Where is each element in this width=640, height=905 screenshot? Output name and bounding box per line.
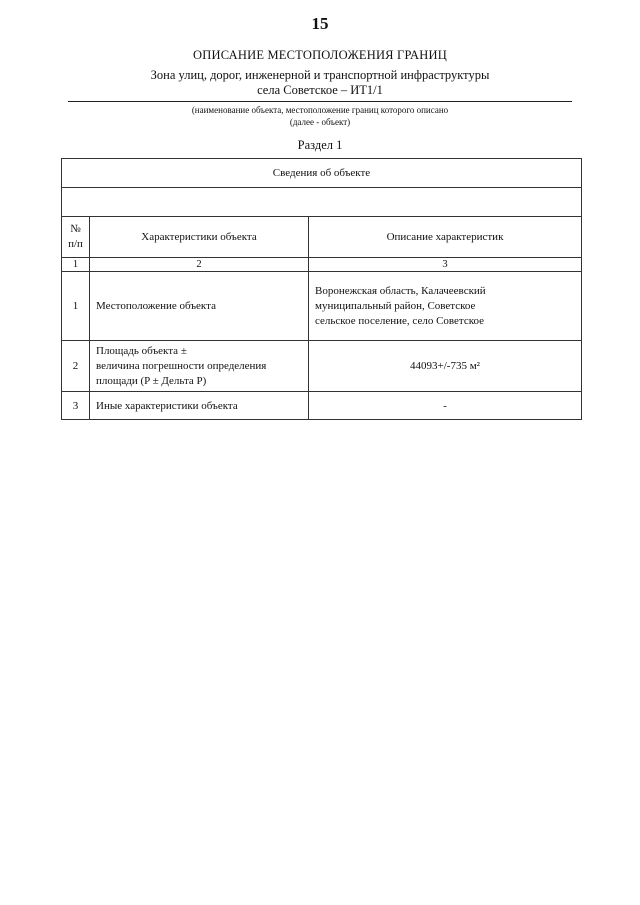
table-empty-row bbox=[62, 188, 582, 217]
column-number-2: 2 bbox=[90, 258, 309, 272]
row-characteristic: Иные характеристики объекта bbox=[90, 392, 309, 420]
object-name-underline bbox=[68, 101, 572, 102]
row-description: 44093+/-735 м² bbox=[309, 341, 582, 392]
row-description-line: Воронежская область, Калачеевский bbox=[315, 284, 486, 297]
table-title: Сведения об объекте bbox=[62, 159, 582, 188]
row-num: 1 bbox=[62, 272, 90, 341]
row-num: 3 bbox=[62, 392, 90, 420]
object-name-line-2: села Советское – ИТ1/1 bbox=[257, 83, 383, 97]
row-description-line: муниципальный район, Советское bbox=[315, 299, 476, 312]
row-characteristic-line: площади (P ± Дельта P) bbox=[96, 374, 207, 387]
table-row bbox=[62, 392, 582, 420]
object-name bbox=[0, 68, 640, 98]
row-characteristic: Местоположение объекта bbox=[90, 272, 309, 341]
table-row bbox=[62, 272, 582, 341]
row-num: 2 bbox=[62, 341, 90, 392]
row-characteristic-line: величина погрешности определения bbox=[96, 359, 267, 372]
header-characteristics: Характеристики объекта bbox=[90, 217, 309, 258]
header-num-pp: п/п bbox=[68, 238, 83, 250]
object-name-line-1: Зона улиц, дорог, инженерной и транспортной инфраструктуры bbox=[150, 68, 490, 82]
table-title-row bbox=[62, 159, 582, 188]
row-description-line: сельское поселение, село Советское bbox=[315, 314, 485, 327]
column-number-3: 3 bbox=[309, 258, 582, 272]
table-row bbox=[62, 341, 582, 392]
row-description: - bbox=[309, 392, 582, 420]
row-characteristic-line: Площадь объекта ± bbox=[96, 344, 187, 357]
object-name-caption bbox=[0, 104, 640, 128]
caption-line-1: (наименование объекта, местоположение границ которого описано bbox=[191, 105, 449, 115]
header-num bbox=[62, 217, 90, 258]
object-info-table bbox=[61, 158, 582, 420]
table-empty-cell bbox=[62, 188, 582, 217]
header-num-symbol: № bbox=[70, 223, 81, 235]
row-description bbox=[309, 272, 582, 341]
section-title: Раздел 1 bbox=[297, 138, 343, 152]
column-number-row bbox=[62, 258, 582, 272]
caption-line-2: (далее - объект) bbox=[289, 117, 351, 127]
table-header-row bbox=[62, 217, 582, 258]
document-title: ОПИСАНИЕ МЕСТОПОЛОЖЕНИЯ ГРАНИЦ bbox=[193, 48, 447, 62]
header-description: Описание характеристик bbox=[309, 217, 582, 258]
row-characteristic bbox=[90, 341, 309, 392]
column-number-1: 1 bbox=[62, 258, 90, 272]
page-number: 15 bbox=[311, 14, 329, 33]
